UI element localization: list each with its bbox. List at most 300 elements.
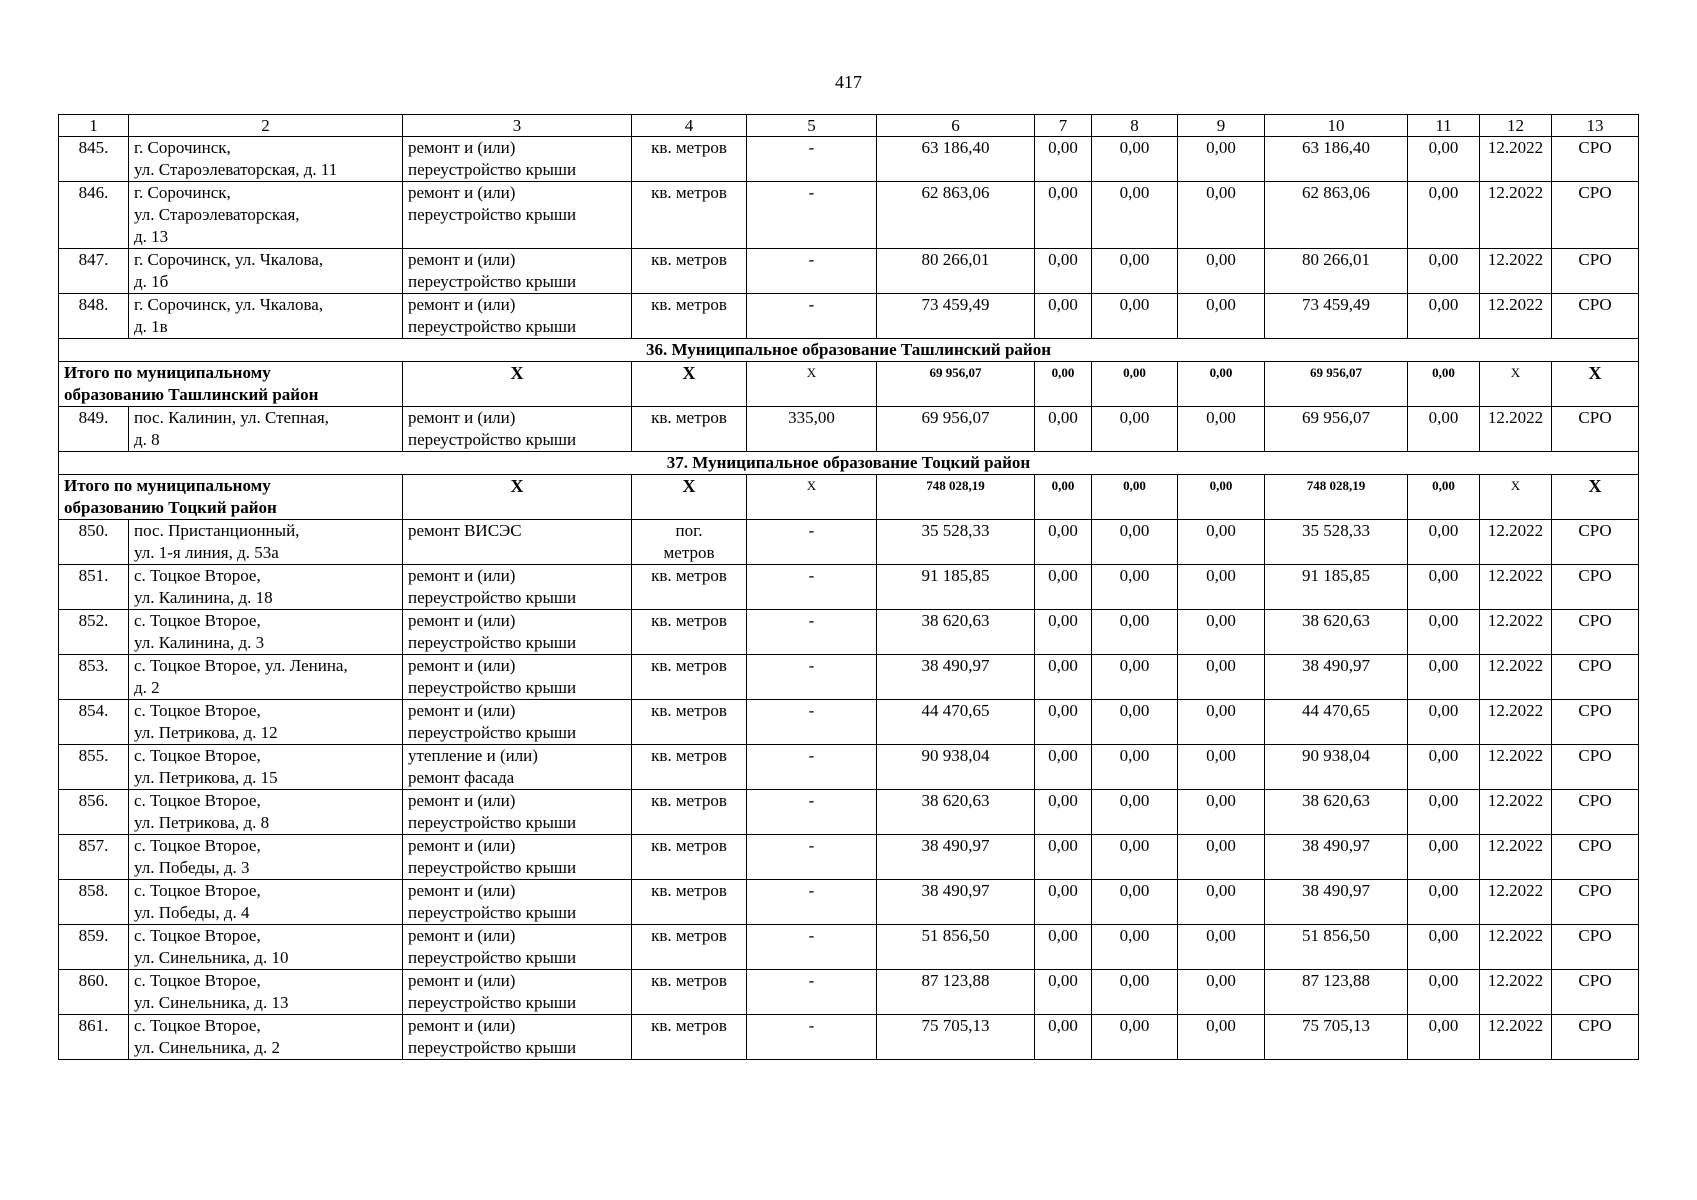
col6-cell: 44 470,65 — [877, 700, 1035, 745]
column-header: 11 — [1408, 115, 1480, 137]
col6-cell: 91 185,85 — [877, 565, 1035, 610]
col5-cell: - — [747, 182, 877, 249]
address-cell — [129, 970, 403, 1015]
address-cell — [129, 182, 403, 249]
address-cell-line: с. Тоцкое Второе, — [134, 971, 261, 990]
row-number: 845. — [59, 137, 129, 182]
col11-cell: 0,00 — [1408, 655, 1480, 700]
table-row — [59, 655, 1639, 700]
col12-cell: 12.2022 — [1480, 970, 1552, 1015]
work-type-cell — [403, 407, 632, 452]
address-cell-line: с. Тоцкое Второе, — [134, 791, 261, 810]
col7-cell: 0,00 — [1035, 1015, 1092, 1060]
column-header: 5 — [747, 115, 877, 137]
col5-cell: - — [747, 1015, 877, 1060]
row-number: 847. — [59, 249, 129, 294]
col7-cell: 0,00 — [1035, 520, 1092, 565]
unit-cell: кв. метров — [632, 655, 747, 700]
address-cell-line: с. Тоцкое Второе, — [134, 611, 261, 630]
work-type-cell-line: ремонт и (или) — [408, 881, 516, 900]
address-cell — [129, 565, 403, 610]
unit-cell: кв. метров — [632, 880, 747, 925]
col8-cell: 0,00 — [1092, 407, 1178, 452]
address-cell-line: с. Тоцкое Второе, — [134, 881, 261, 900]
unit-cell: кв. метров — [632, 610, 747, 655]
work-type-cell-line: ремонт и (или) — [408, 926, 516, 945]
subtotal-label — [59, 475, 403, 520]
col8-cell: 0,00 — [1092, 182, 1178, 249]
address-cell — [129, 745, 403, 790]
col9-cell: 0,00 — [1178, 520, 1265, 565]
work-type-cell-line: ремонт и (или) — [408, 1016, 516, 1035]
address-cell-line: ул. Петрикова, д. 15 — [134, 768, 278, 787]
col9-cell: 0,00 — [1178, 249, 1265, 294]
col13-cell: СРО — [1552, 880, 1639, 925]
col12-cell: 12.2022 — [1480, 1015, 1552, 1060]
column-header: 1 — [59, 115, 129, 137]
col10-cell: 90 938,04 — [1265, 745, 1408, 790]
subtotal-label — [59, 362, 403, 407]
row-number: 852. — [59, 610, 129, 655]
col6-cell: 80 266,01 — [877, 249, 1035, 294]
work-type-cell-line: переустройство крыши — [408, 813, 577, 832]
work-type-cell-line: переустройство крыши — [408, 993, 577, 1012]
col5-cell: - — [747, 565, 877, 610]
col9-cell: 0,00 — [1178, 790, 1265, 835]
col6-cell: 90 938,04 — [877, 745, 1035, 790]
repair-schedule-table — [58, 114, 1639, 1060]
address-cell — [129, 249, 403, 294]
work-type-cell-line: ремонт и (или) — [408, 566, 516, 585]
col9-cell: 0,00 — [1178, 182, 1265, 249]
work-type-cell — [403, 137, 632, 182]
work-type-cell-line: переустройство крыши — [408, 588, 577, 607]
table-row — [59, 294, 1639, 339]
work-type-cell-line: переустройство крыши — [408, 272, 577, 291]
col8-cell: 0,00 — [1092, 835, 1178, 880]
table-row — [59, 182, 1639, 249]
col6-cell: 38 490,97 — [877, 835, 1035, 880]
col9-cell: 0,00 — [1178, 137, 1265, 182]
row-number: 859. — [59, 925, 129, 970]
col8-cell: 0,00 — [1092, 925, 1178, 970]
col8-cell: 0,00 — [1092, 880, 1178, 925]
table-row — [59, 790, 1639, 835]
col13-cell: СРО — [1552, 294, 1639, 339]
col9-cell: 0,00 — [1178, 565, 1265, 610]
col9-cell: 0,00 — [1178, 925, 1265, 970]
table-row — [59, 565, 1639, 610]
column-header: 13 — [1552, 115, 1639, 137]
col7-cell: 0,00 — [1035, 294, 1092, 339]
col7-cell: 0,00 — [1035, 745, 1092, 790]
subtotal-col13: Х — [1552, 362, 1639, 407]
col12-cell: 12.2022 — [1480, 880, 1552, 925]
col7-cell: 0,00 — [1035, 925, 1092, 970]
col10-cell: 51 856,50 — [1265, 925, 1408, 970]
subtotal-col3: Х — [403, 362, 632, 407]
address-cell-line: с. Тоцкое Второе, — [134, 1016, 261, 1035]
address-cell-line: с. Тоцкое Второе, — [134, 566, 261, 585]
address-cell-line: пос. Калинин, ул. Степная, — [134, 408, 329, 427]
unit-cell: кв. метров — [632, 745, 747, 790]
col12-cell: 12.2022 — [1480, 137, 1552, 182]
address-cell — [129, 790, 403, 835]
row-number: 850. — [59, 520, 129, 565]
col12-cell: 12.2022 — [1480, 249, 1552, 294]
address-cell-line: ул. Калинина, д. 3 — [134, 633, 265, 652]
work-type-cell — [403, 970, 632, 1015]
address-cell — [129, 925, 403, 970]
col7-cell: 0,00 — [1035, 137, 1092, 182]
work-type-cell-line: переустройство крыши — [408, 317, 577, 336]
unit-cell: кв. метров — [632, 565, 747, 610]
col12-cell: 12.2022 — [1480, 700, 1552, 745]
unit-cell: кв. метров — [632, 249, 747, 294]
subtotal-col4: Х — [632, 475, 747, 520]
work-type-cell-line: ремонт и (или) — [408, 250, 516, 269]
work-type-cell-line: ремонт и (или) — [408, 701, 516, 720]
row-number: 855. — [59, 745, 129, 790]
col13-cell: СРО — [1552, 925, 1639, 970]
address-cell-line: пос. Пристанционный, — [134, 521, 300, 540]
col5-cell: - — [747, 970, 877, 1015]
column-header: 2 — [129, 115, 403, 137]
col11-cell: 0,00 — [1408, 294, 1480, 339]
col10-cell: 38 620,63 — [1265, 790, 1408, 835]
col11-cell: 0,00 — [1408, 1015, 1480, 1060]
unit-cell: пог. метров — [632, 520, 747, 565]
subtotal-col6: 69 956,07 — [877, 362, 1035, 407]
column-header: 12 — [1480, 115, 1552, 137]
col9-cell: 0,00 — [1178, 1015, 1265, 1060]
col8-cell: 0,00 — [1092, 565, 1178, 610]
col10-cell: 80 266,01 — [1265, 249, 1408, 294]
subtotal-col12: Х — [1480, 475, 1552, 520]
col7-cell: 0,00 — [1035, 249, 1092, 294]
unit-cell: кв. метров — [632, 182, 747, 249]
work-type-cell-line: ремонт и (или) — [408, 408, 516, 427]
address-cell-line: д. 8 — [134, 430, 160, 449]
col12-cell: 12.2022 — [1480, 407, 1552, 452]
address-cell — [129, 655, 403, 700]
subtotal-label-line: Итого по муниципальному — [64, 363, 271, 382]
address-cell-line: д. 2 — [134, 678, 160, 697]
unit-cell: кв. метров — [632, 970, 747, 1015]
col7-cell: 0,00 — [1035, 407, 1092, 452]
address-cell — [129, 520, 403, 565]
col12-cell: 12.2022 — [1480, 925, 1552, 970]
col8-cell: 0,00 — [1092, 970, 1178, 1015]
col5-cell: - — [747, 745, 877, 790]
col11-cell: 0,00 — [1408, 925, 1480, 970]
col13-cell: СРО — [1552, 745, 1639, 790]
col10-cell: 69 956,07 — [1265, 407, 1408, 452]
col10-cell: 62 863,06 — [1265, 182, 1408, 249]
col10-cell: 38 490,97 — [1265, 835, 1408, 880]
col12-cell: 12.2022 — [1480, 610, 1552, 655]
col11-cell: 0,00 — [1408, 249, 1480, 294]
address-cell-line: ул. Победы, д. 3 — [134, 858, 250, 877]
col13-cell: СРО — [1552, 970, 1639, 1015]
address-cell-line: ул. Синельника, д. 10 — [134, 948, 289, 967]
col8-cell: 0,00 — [1092, 1015, 1178, 1060]
work-type-cell-line: ремонт и (или) — [408, 836, 516, 855]
address-cell-line: с. Тоцкое Второе, — [134, 926, 261, 945]
page-number: 417 — [835, 72, 862, 92]
col13-cell: СРО — [1552, 407, 1639, 452]
col11-cell: 0,00 — [1408, 970, 1480, 1015]
section-header-row — [59, 452, 1639, 475]
col11-cell: 0,00 — [1408, 137, 1480, 182]
work-type-cell-line: ремонт и (или) — [408, 295, 516, 314]
work-type-cell — [403, 520, 632, 565]
address-cell-line: с. Тоцкое Второе, ул. Ленина, — [134, 656, 348, 675]
work-type-cell-line: переустройство крыши — [408, 858, 577, 877]
col11-cell: 0,00 — [1408, 182, 1480, 249]
col7-cell: 0,00 — [1035, 970, 1092, 1015]
work-type-cell-line: переустройство крыши — [408, 160, 577, 179]
address-cell-line: ул. Петрикова, д. 12 — [134, 723, 278, 742]
subtotal-col4: Х — [632, 362, 747, 407]
work-type-cell-line: переустройство крыши — [408, 948, 577, 967]
col13-cell: СРО — [1552, 700, 1639, 745]
work-type-cell — [403, 655, 632, 700]
unit-cell: кв. метров — [632, 835, 747, 880]
col11-cell: 0,00 — [1408, 835, 1480, 880]
work-type-cell-line: переустройство крыши — [408, 723, 577, 742]
col13-cell: СРО — [1552, 610, 1639, 655]
table-row — [59, 700, 1639, 745]
table-row — [59, 835, 1639, 880]
unit-cell: кв. метров — [632, 790, 747, 835]
table-row — [59, 925, 1639, 970]
subtotal-col9: 0,00 — [1178, 362, 1265, 407]
subtotal-col13: Х — [1552, 475, 1639, 520]
col7-cell: 0,00 — [1035, 700, 1092, 745]
work-type-cell — [403, 610, 632, 655]
work-type-cell-line: ремонт и (или) — [408, 656, 516, 675]
address-cell — [129, 294, 403, 339]
subtotal-label-line: образованию Тоцкий район — [64, 498, 277, 517]
col8-cell: 0,00 — [1092, 790, 1178, 835]
address-cell — [129, 407, 403, 452]
subtotal-row — [59, 475, 1639, 520]
unit-cell: кв. метров — [632, 137, 747, 182]
address-cell-line: с. Тоцкое Второе, — [134, 746, 261, 765]
col9-cell: 0,00 — [1178, 655, 1265, 700]
work-type-cell-line: ремонт и (или) — [408, 791, 516, 810]
col13-cell: СРО — [1552, 249, 1639, 294]
row-number: 848. — [59, 294, 129, 339]
table-row — [59, 407, 1639, 452]
col5-cell: - — [747, 610, 877, 655]
col5-cell: - — [747, 925, 877, 970]
column-header: 8 — [1092, 115, 1178, 137]
subtotal-col6: 748 028,19 — [877, 475, 1035, 520]
table-row — [59, 137, 1639, 182]
column-header: 10 — [1265, 115, 1408, 137]
row-number: 849. — [59, 407, 129, 452]
subtotal-col11: 0,00 — [1408, 475, 1480, 520]
col7-cell: 0,00 — [1035, 655, 1092, 700]
col13-cell: СРО — [1552, 835, 1639, 880]
col12-cell: 12.2022 — [1480, 520, 1552, 565]
address-cell-line: с. Тоцкое Второе, — [134, 701, 261, 720]
col5-cell: - — [747, 835, 877, 880]
col6-cell: 38 620,63 — [877, 610, 1035, 655]
subtotal-col5: Х — [747, 475, 877, 520]
work-type-cell — [403, 249, 632, 294]
col11-cell: 0,00 — [1408, 790, 1480, 835]
col6-cell: 51 856,50 — [877, 925, 1035, 970]
col6-cell: 87 123,88 — [877, 970, 1035, 1015]
table-body — [59, 115, 1639, 1060]
row-number: 860. — [59, 970, 129, 1015]
table-row — [59, 745, 1639, 790]
address-cell-line: г. Сорочинск, — [134, 138, 231, 157]
subtotal-label-line: образованию Ташлинский район — [64, 385, 319, 404]
col10-cell: 91 185,85 — [1265, 565, 1408, 610]
col9-cell: 0,00 — [1178, 970, 1265, 1015]
col6-cell: 38 620,63 — [877, 790, 1035, 835]
row-number: 857. — [59, 835, 129, 880]
section-title: 37. Муниципальное образование Тоцкий район — [59, 452, 1639, 475]
address-cell-line: г. Сорочинск, ул. Чкалова, — [134, 250, 324, 269]
work-type-cell-line: переустройство крыши — [408, 1038, 577, 1057]
col8-cell: 0,00 — [1092, 610, 1178, 655]
col6-cell: 63 186,40 — [877, 137, 1035, 182]
col11-cell: 0,00 — [1408, 565, 1480, 610]
column-header: 9 — [1178, 115, 1265, 137]
col11-cell: 0,00 — [1408, 745, 1480, 790]
col8-cell: 0,00 — [1092, 520, 1178, 565]
col13-cell: СРО — [1552, 565, 1639, 610]
col11-cell: 0,00 — [1408, 610, 1480, 655]
table-row — [59, 520, 1639, 565]
col6-cell: 69 956,07 — [877, 407, 1035, 452]
work-type-cell-line: ремонт и (или) — [408, 183, 516, 202]
col6-cell: 35 528,33 — [877, 520, 1035, 565]
work-type-cell-line: ремонт и (или) — [408, 611, 516, 630]
col9-cell: 0,00 — [1178, 835, 1265, 880]
work-type-cell-line: ремонт фасада — [408, 768, 515, 787]
work-type-cell — [403, 745, 632, 790]
table-row — [59, 970, 1639, 1015]
address-cell-line: ул. Синельника, д. 2 — [134, 1038, 280, 1057]
subtotal-col3: Х — [403, 475, 632, 520]
address-cell — [129, 1015, 403, 1060]
row-number: 854. — [59, 700, 129, 745]
work-type-cell-line: переустройство крыши — [408, 903, 577, 922]
col13-cell: СРО — [1552, 182, 1639, 249]
col9-cell: 0,00 — [1178, 700, 1265, 745]
col10-cell: 44 470,65 — [1265, 700, 1408, 745]
col10-cell: 75 705,13 — [1265, 1015, 1408, 1060]
subtotal-col10: 69 956,07 — [1265, 362, 1408, 407]
work-type-cell-line: утепление и (или) — [408, 746, 538, 765]
section-header-row — [59, 339, 1639, 362]
column-number-header-row — [59, 115, 1639, 137]
col11-cell: 0,00 — [1408, 407, 1480, 452]
subtotal-col9: 0,00 — [1178, 475, 1265, 520]
col10-cell: 87 123,88 — [1265, 970, 1408, 1015]
col10-cell: 38 490,97 — [1265, 655, 1408, 700]
col10-cell: 38 620,63 — [1265, 610, 1408, 655]
col9-cell: 0,00 — [1178, 880, 1265, 925]
col7-cell: 0,00 — [1035, 565, 1092, 610]
col12-cell: 12.2022 — [1480, 182, 1552, 249]
subtotal-row — [59, 362, 1639, 407]
address-cell — [129, 610, 403, 655]
unit-cell: кв. метров — [632, 294, 747, 339]
col6-cell: 38 490,97 — [877, 655, 1035, 700]
work-type-cell-line: переустройство крыши — [408, 633, 577, 652]
subtotal-col8: 0,00 — [1092, 362, 1178, 407]
address-cell-line: ул. Староэлеваторская, — [134, 205, 300, 224]
col12-cell: 12.2022 — [1480, 655, 1552, 700]
col7-cell: 0,00 — [1035, 182, 1092, 249]
work-type-cell-line: переустройство крыши — [408, 430, 577, 449]
col12-cell: 12.2022 — [1480, 835, 1552, 880]
address-cell-line: ул. Петрикова, д. 8 — [134, 813, 270, 832]
subtotal-label-line: Итого по муниципальному — [64, 476, 271, 495]
subtotal-col8: 0,00 — [1092, 475, 1178, 520]
col11-cell: 0,00 — [1408, 520, 1480, 565]
subtotal-col7: 0,00 — [1035, 475, 1092, 520]
column-header: 7 — [1035, 115, 1092, 137]
address-cell-line: ул. 1-я линия, д. 53а — [134, 543, 279, 562]
col7-cell: 0,00 — [1035, 610, 1092, 655]
address-cell-line: г. Сорочинск, — [134, 183, 231, 202]
col5-cell: - — [747, 137, 877, 182]
col12-cell: 12.2022 — [1480, 294, 1552, 339]
address-cell — [129, 880, 403, 925]
row-number: 846. — [59, 182, 129, 249]
col6-cell: 62 863,06 — [877, 182, 1035, 249]
col5-cell: - — [747, 880, 877, 925]
col7-cell: 0,00 — [1035, 880, 1092, 925]
work-type-cell-line: ремонт и (или) — [408, 138, 516, 157]
col12-cell: 12.2022 — [1480, 745, 1552, 790]
column-header: 4 — [632, 115, 747, 137]
address-cell — [129, 137, 403, 182]
unit-cell: кв. метров — [632, 407, 747, 452]
work-type-cell-line: переустройство крыши — [408, 205, 577, 224]
col6-cell: 73 459,49 — [877, 294, 1035, 339]
col13-cell: СРО — [1552, 655, 1639, 700]
work-type-cell-line: ремонт ВИСЭС — [408, 521, 522, 540]
table-row — [59, 249, 1639, 294]
address-cell-line: ул. Синельника, д. 13 — [134, 993, 289, 1012]
col8-cell: 0,00 — [1092, 249, 1178, 294]
col8-cell: 0,00 — [1092, 745, 1178, 790]
subtotal-col11: 0,00 — [1408, 362, 1480, 407]
work-type-cell — [403, 1015, 632, 1060]
col12-cell: 12.2022 — [1480, 565, 1552, 610]
col10-cell: 73 459,49 — [1265, 294, 1408, 339]
col8-cell: 0,00 — [1092, 294, 1178, 339]
row-number: 861. — [59, 1015, 129, 1060]
address-cell-line: г. Сорочинск, ул. Чкалова, — [134, 295, 324, 314]
col13-cell: СРО — [1552, 137, 1639, 182]
work-type-cell — [403, 700, 632, 745]
col10-cell: 35 528,33 — [1265, 520, 1408, 565]
col12-cell: 12.2022 — [1480, 790, 1552, 835]
col7-cell: 0,00 — [1035, 835, 1092, 880]
subtotal-col7: 0,00 — [1035, 362, 1092, 407]
col9-cell: 0,00 — [1178, 407, 1265, 452]
